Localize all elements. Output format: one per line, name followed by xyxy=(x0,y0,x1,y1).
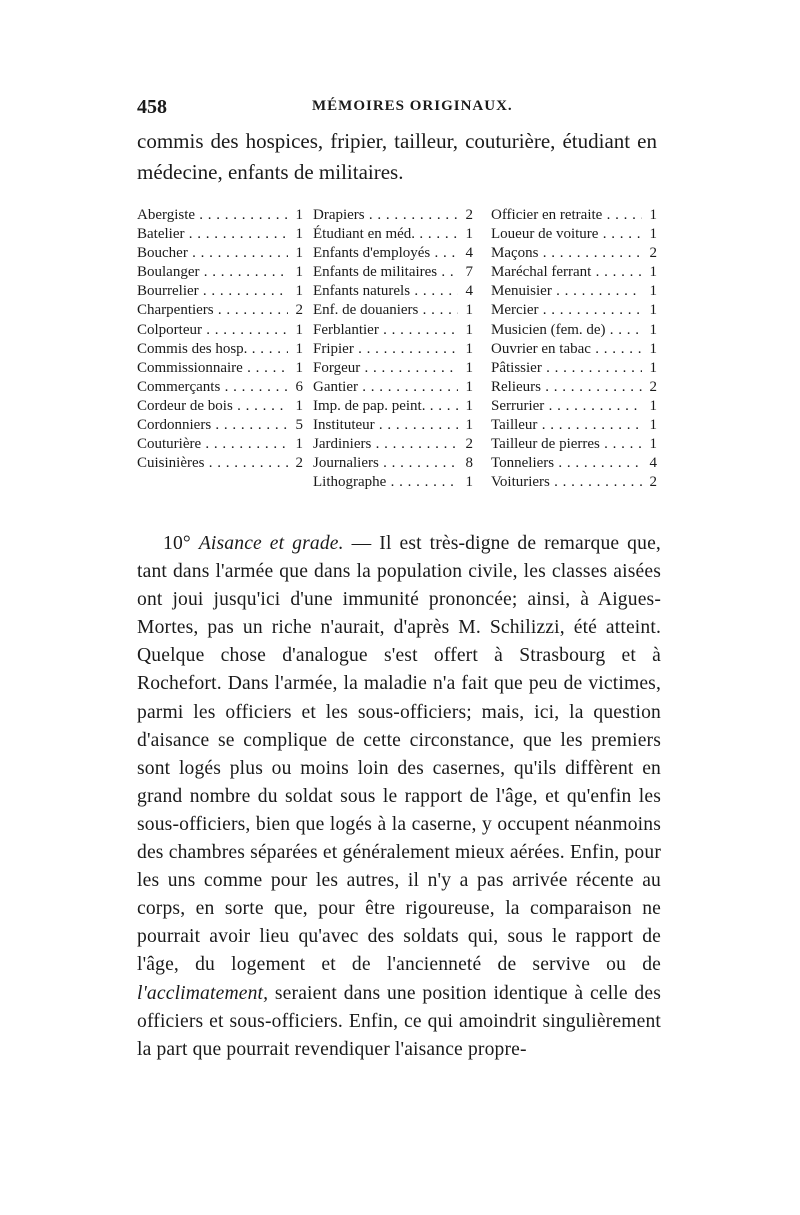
section-text-part1: Il est très-digne de remarque que, tant dans l'armée que dans la population civile, les classes aisées ont joui jusqu'ici d'une immunité prononcée; ainsi, à Aigues-Mortes, pas un riche n'aurait, d'après M. Schilizzi, été atteint. Quelque chose d'analogue s'est offert à Strasbourg et à Rochefort. Dans l'armée, la maladie n'a fait que peu de victimes, parmi les officiers et les sous-officiers; mais, ici, la question d'aisance se complique de cette circonstance, que les premiers sont logés plus ou moins loin des casernes, qu'ils diffèrent en grand nombre du soldat sous le rapport de l'âge, et qu'enfin les sous-officiers, bien que logés à la caserne, y occupent néanmoins des chambres séparées et généralement mieux aérées. Enfin, pour les uns comme pour les autres, il n'y a pas arrivée récente au corps, en sorte que, pour être rigoureuse, la comparaison ne pourrait avoir lieu qu'avec des soldats qui, sous le rapport de l'âge, du logement et de l'ancienneté de servive ou de xyxy=(137,533,661,976)
occupation-row xyxy=(313,282,473,301)
occupation-name: Officier en retraite . . . xyxy=(491,206,642,225)
occupation-row xyxy=(137,321,303,340)
occupation-row xyxy=(137,378,303,397)
occupation-count: 1 xyxy=(295,226,303,243)
occupation-count: 1 xyxy=(465,397,473,414)
occupation-count: 1 xyxy=(465,340,473,357)
occupation-name: Enfants de militaires . . . xyxy=(313,263,458,282)
occupation-row xyxy=(137,282,303,301)
occupation-row xyxy=(313,301,473,320)
occupation-count: 7 xyxy=(465,264,473,281)
section-italic-word: l'acclimatement, xyxy=(137,982,269,1004)
occupation-count: 1 xyxy=(649,359,657,376)
occupation-count: 1 xyxy=(649,226,657,243)
occupation-count: 1 xyxy=(649,264,657,281)
occupation-row xyxy=(491,225,657,244)
occupation-name: Enfants d'employés . . . xyxy=(313,244,458,263)
occupation-name: Commerçants . . . xyxy=(137,378,288,397)
occupation-row xyxy=(313,359,473,378)
occupation-name: Commis des hosp. . . . xyxy=(137,340,288,359)
intro-paragraph: commis des hospices, fripier, tailleur, couturière, étudiant en médecine, enfants de militaires. xyxy=(137,129,657,184)
occupation-count: 1 xyxy=(295,283,303,300)
occupation-row xyxy=(137,263,303,282)
occupation-count: 1 xyxy=(649,207,657,223)
occupation-name: Menuisier . . . xyxy=(491,282,642,301)
occupation-name: Fripier . . . xyxy=(313,340,458,359)
occupation-row xyxy=(137,416,303,435)
occupation-row xyxy=(313,397,473,416)
occupation-name: Ferblantier . . . xyxy=(313,321,458,340)
occupation-row xyxy=(491,263,657,282)
occupation-count: 1 xyxy=(649,302,657,319)
occupation-name: Abergiste . . . xyxy=(137,206,288,225)
occupation-count: 6 xyxy=(295,378,303,395)
occupation-name: Couturière . . . xyxy=(137,435,288,454)
occupation-name: Boulanger . . . xyxy=(137,263,288,282)
occupation-row xyxy=(491,301,657,320)
occupation-count: 1 xyxy=(465,302,473,319)
occupation-count: 1 xyxy=(295,397,303,414)
page-header xyxy=(137,96,655,124)
occupation-name: Voituriers . . . xyxy=(491,473,642,492)
occupation-row xyxy=(313,206,473,225)
occupation-count: 1 xyxy=(295,264,303,281)
occupation-count: 2 xyxy=(465,436,473,453)
occupation-name: Maréchal ferrant . . . xyxy=(491,263,642,282)
occupation-count: 4 xyxy=(649,455,657,472)
occupation-name: Musicien (fem. de) . . . xyxy=(491,321,642,340)
occupation-name: Tailleur . . . xyxy=(491,416,642,435)
occupation-row xyxy=(491,473,657,492)
occupation-row xyxy=(313,416,473,435)
occupation-row xyxy=(313,454,473,473)
occupation-count: 1 xyxy=(649,340,657,357)
occupation-name: Drapiers . . . xyxy=(313,206,458,225)
occupation-row xyxy=(137,225,303,244)
occupation-name: Boucher . . . xyxy=(137,244,288,263)
occupation-count: 1 xyxy=(295,436,303,453)
occupation-count: 1 xyxy=(295,359,303,376)
occupation-row xyxy=(491,397,657,416)
occupation-count: 1 xyxy=(295,245,303,262)
occupation-count: 5 xyxy=(295,417,303,434)
occupation-row xyxy=(491,416,657,435)
occupation-count: 2 xyxy=(649,378,657,395)
occupation-row xyxy=(313,435,473,454)
occupation-row xyxy=(137,435,303,454)
occupation-count: 1 xyxy=(295,340,303,357)
section-dash: — xyxy=(351,533,372,554)
occupation-name: Enf. de douaniers . . . xyxy=(313,301,458,320)
occupation-name: Charpentiers . . . xyxy=(137,301,288,320)
occupation-count: 1 xyxy=(465,359,473,376)
occupation-name: Gantier . . . xyxy=(313,378,458,397)
occupation-count: 1 xyxy=(649,397,657,414)
occupation-count: 2 xyxy=(295,302,303,319)
occupation-row xyxy=(491,206,657,225)
occupation-name: Relieurs . . . xyxy=(491,378,642,397)
occupation-row xyxy=(491,378,657,397)
occupation-count: 2 xyxy=(295,455,303,472)
occupation-row xyxy=(137,206,303,225)
occupation-row xyxy=(137,340,303,359)
occupation-column-3 xyxy=(491,206,657,492)
occupation-row xyxy=(491,244,657,263)
occupation-name: Forgeur . . . xyxy=(313,359,458,378)
section-title: Aisance et grade. xyxy=(198,533,344,554)
occupation-row xyxy=(491,282,657,301)
occupation-row xyxy=(313,378,473,397)
occupation-count: 1 xyxy=(465,226,473,243)
occupation-name: Commissionnaire . . . xyxy=(137,359,288,378)
occupation-name: Instituteur . . . xyxy=(313,416,458,435)
occupation-name: Pâtissier . . . xyxy=(491,359,642,378)
occupation-count: 2 xyxy=(649,474,657,491)
occupation-name: Batelier . . . xyxy=(137,225,288,244)
occupation-row xyxy=(491,435,657,454)
section-text-part2: seraient dans une position identique à celle des officiers et sous-officiers. Enfin, ce qui amoindrit singulièrement la part que pourrait revendiquer l'aisance propre- xyxy=(137,982,661,1060)
occupation-name: Loueur de voiture . . . xyxy=(491,225,642,244)
occupation-count: 8 xyxy=(465,455,473,472)
occupation-name: Cuisinières . . . xyxy=(137,454,288,473)
occupation-count: 1 xyxy=(465,417,473,434)
occupation-name: Maçons . . . xyxy=(491,244,642,263)
occupation-row xyxy=(313,263,473,282)
occupation-count: 1 xyxy=(295,321,303,338)
occupation-row xyxy=(313,321,473,340)
occupation-count: 1 xyxy=(465,474,473,491)
running-head: MÉMOIRES ORIGINAUX. xyxy=(312,98,513,114)
section-paragraph xyxy=(137,530,661,1064)
occupation-count: 1 xyxy=(649,283,657,300)
occupation-name: Journaliers . . . xyxy=(313,454,458,473)
occupation-count: 2 xyxy=(649,245,657,262)
occupation-row xyxy=(137,244,303,263)
occupation-name: Serrurier . . . xyxy=(491,397,642,416)
occupation-name: Enfants naturels . . . xyxy=(313,282,458,301)
occupation-name: Colporteur . . . xyxy=(137,321,288,340)
occupation-name: Mercier . . . xyxy=(491,301,642,320)
occupation-row xyxy=(137,301,303,320)
occupation-count: 4 xyxy=(465,283,473,300)
occupation-count: 1 xyxy=(649,436,657,453)
occupation-count: 1 xyxy=(465,321,473,338)
occupation-row xyxy=(491,340,657,359)
occupation-name: Lithographe . . . xyxy=(313,473,458,492)
occupation-row xyxy=(137,454,303,473)
occupation-row xyxy=(313,473,473,492)
occupation-row xyxy=(313,244,473,263)
occupation-row xyxy=(313,225,473,244)
occupation-name: Tailleur de pierres . . . xyxy=(491,435,642,454)
occupation-column-2 xyxy=(313,206,473,492)
occupation-name: Étudiant en méd. . . . xyxy=(313,225,458,244)
occupation-name: Cordeur de bois . . . xyxy=(137,397,288,416)
occupation-count: 1 xyxy=(295,207,303,223)
occupation-name: Tonneliers . . . xyxy=(491,454,642,473)
occupation-name: Jardiniers . . . xyxy=(313,435,458,454)
occupation-name: Ouvrier en tabac . . . xyxy=(491,340,642,359)
occupation-row xyxy=(491,359,657,378)
occupation-count: 4 xyxy=(465,245,473,262)
occupation-row xyxy=(313,340,473,359)
occupation-row xyxy=(137,397,303,416)
page-number: 458 xyxy=(137,96,167,118)
occupation-column-1 xyxy=(137,206,303,473)
occupation-row xyxy=(491,454,657,473)
occupation-row xyxy=(137,359,303,378)
occupation-count: 2 xyxy=(465,207,473,223)
occupation-count: 1 xyxy=(649,417,657,434)
occupation-row xyxy=(491,321,657,340)
occupation-count: 1 xyxy=(649,321,657,338)
occupation-name: Bourrelier . . . xyxy=(137,282,288,301)
occupation-name: Cordonniers . . . xyxy=(137,416,288,435)
section-number: 10° xyxy=(163,533,191,554)
occupation-name: Imp. de pap. peint. . . . xyxy=(313,397,458,416)
occupation-count: 1 xyxy=(465,378,473,395)
